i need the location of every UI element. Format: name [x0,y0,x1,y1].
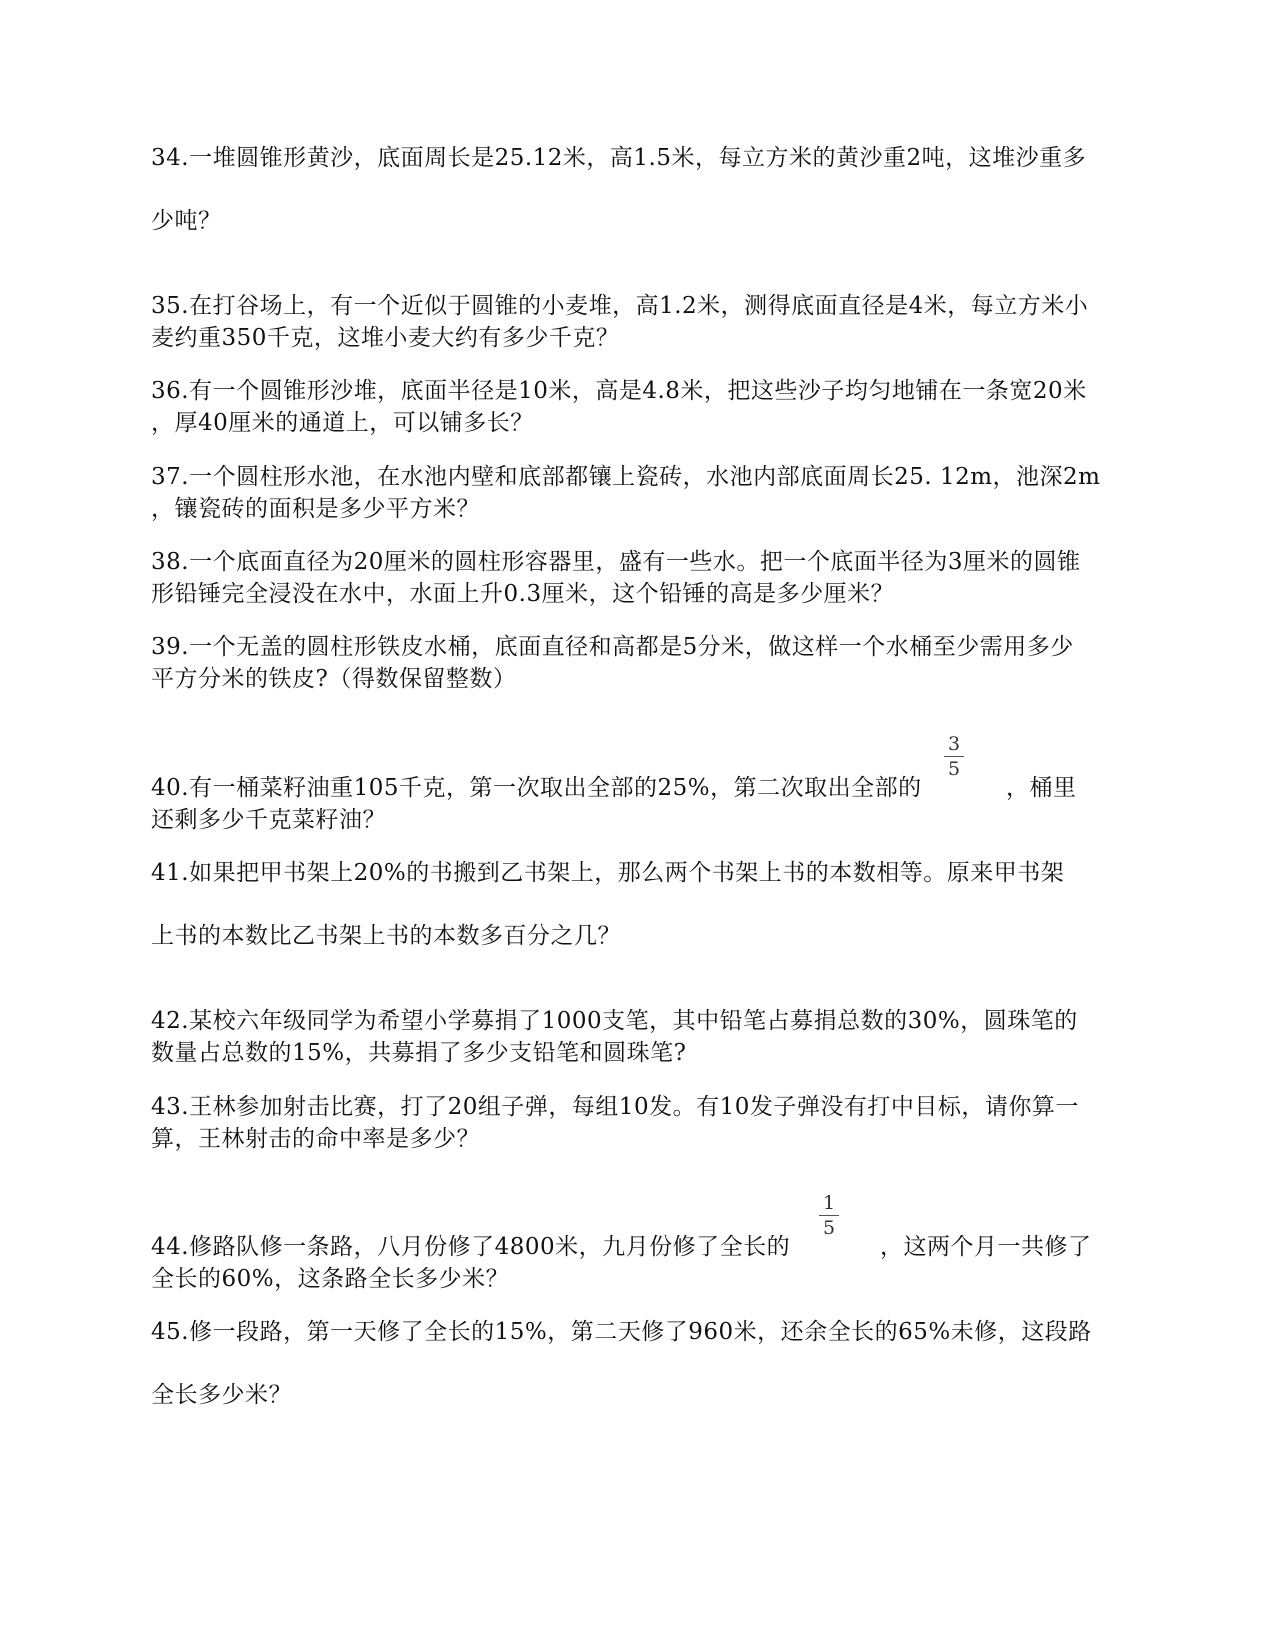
problem-37-line-2: ，镶瓷砖的面积是多少平方米？ [151,496,480,522]
problem-45-line-1: 45.修一段路，第一天修了全长的15%，第二天修了960米，还余全长的65%未修，这段路 [151,1319,1092,1345]
fraction-denominator: 5 [947,758,961,780]
problem-44-text-a: 44.修路队修一条路，八月份修了4800米，九月份修了全长的 [151,1234,791,1260]
problem-41-line-1: 41.如果把甲书架上20%的书搬到乙书架上，那么两个书架上书的本数相等。原来甲书架 [151,860,1065,886]
fraction-numerator: 3 [947,733,961,755]
problem-36-line-2: ，厚40厘米的通道上，可以铺多长？ [151,410,534,436]
fraction-numerator: 1 [822,1192,836,1214]
problem-44-line-2: 全长的60%，这条路全长多少米？ [151,1266,510,1292]
problem-36-line-1: 36.有一个圆锥形沙堆，底面半径是10米，高是4.8米，把这些沙子均匀地铺在一条宽20米 [151,378,1087,404]
problem-38-line-2: 形铅锤完全浸没在水中，水面上升0.3厘米，这个铅锤的高是多少厘米？ [151,581,895,607]
problem-40-line-1 [151,773,922,803]
fraction-bar [944,756,964,757]
fraction-bar [819,1215,839,1216]
problem-43-line-1: 43.王林参加射击比赛，打了20组子弹，每组10发。有10发子弹没有打中目标，请你算一 [151,1094,1079,1120]
problem-41-line-2: 上书的本数比乙书架上书的本数多百分之几？ [151,923,621,949]
problem-43-line-2: 算，王林射击的命中率是多少？ [151,1126,480,1152]
problem-39-line-1: 39.一个无盖的圆柱形铁皮水桶，底面直径和高都是5分米，做这样一个水桶至少需用多少 [151,634,1074,660]
problem-34-line-1: 34.一堆圆锥形黄沙，底面周长是25.12米，高1.5米，每立方米的黄沙重2吨，这堆沙重多 [151,145,1087,171]
problem-45-line-2: 全长多少米？ [151,1382,292,1408]
problem-34-line-2: 少吨？ [151,208,222,234]
problem-44-text-b: ，这两个月一共修了 [880,1234,1092,1260]
problem-44-line-1 [151,1232,790,1262]
problem-42-line-2: 数量占总数的15%，共募捐了多少支铅笔和圆珠笔? [151,1040,687,1066]
problem-40-fraction [942,733,966,780]
problem-35-line-1: 35.在打谷场上，有一个近似于圆锥的小麦堆，高1.2米，测得底面直径是4米，每立方米小 [151,293,1089,319]
problem-40-text-a: 40.有一桶菜籽油重105千克，第一次取出全部的25%，第二次取出全部的 [151,775,922,801]
problem-35-line-2: 麦约重350千克，这堆小麦大约有多少千克？ [151,325,620,351]
fraction-denominator: 5 [822,1217,836,1239]
problem-37-line-1: 37.一个圆柱形水池，在水池内壁和底部都镶上瓷砖，水池内部底面周长25. 12m，池深2m [151,464,1101,490]
problem-39-line-2: 平方分米的铁皮?（得数保留整数） [151,666,517,692]
problem-38-line-1: 38.一个底面直径为20厘米的圆柱形容器里，盛有一些水。把一个底面半径为3厘米的圆锥 [151,549,1081,575]
problem-40-text-b: ，桶里 [1006,775,1077,801]
problem-44-fraction [817,1192,841,1239]
problem-40-line-2: 还剩多少千克菜籽油？ [151,807,386,833]
problem-42-line-1: 42.某校六年级同学为希望小学募捐了1000支笔，其中铅笔占募捐总数的30%，圆珠笔的 [151,1008,1078,1034]
